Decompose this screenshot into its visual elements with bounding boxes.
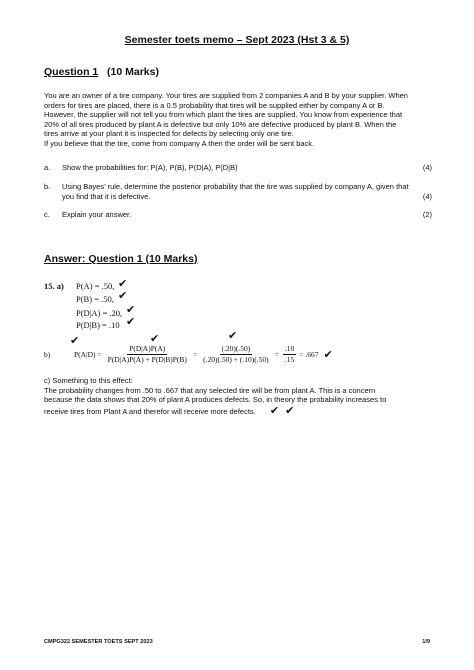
answer-number: 15. a) — [44, 281, 64, 291]
fraction-denominator: (.20)(.50) + (.10)(.50) — [203, 355, 269, 364]
bayes-lhs: P(A|D) = — [74, 350, 102, 359]
intro-line: 20% of all tires produced by plant A is defective but only 10% are defective produced by plant B. When the — [44, 119, 397, 129]
answer-c-line-last — [44, 405, 430, 417]
fraction-numerator: (.20)(.50) — [221, 344, 251, 353]
question-heading — [44, 66, 159, 78]
part-b — [0, 182, 474, 204]
bayes-result: = .667 — [299, 350, 319, 359]
answer-c-label: c) Something to this effect: — [44, 376, 133, 385]
part-b-label: b. — [44, 182, 51, 191]
footer-course-label: CMPG322 SEMESTER TOETS SEPT 2023 — [44, 639, 153, 645]
bayes-fraction-simplified — [283, 344, 296, 365]
answer-c-line: receive tires from Plant A and therefor will receive more defects. — [44, 406, 256, 416]
answer-c — [44, 376, 430, 416]
part-a-text: Show the probabilities for: P(A), P(B), P(D|A), P(D|B) — [62, 163, 238, 172]
check-icon: ✔ — [126, 303, 136, 316]
question-marks: (10 Marks) — [107, 66, 159, 78]
intro-line: tires arrive at your plant it is inspected for defects by selecting only one tire. — [44, 129, 294, 139]
page-title: Semester toets memo – Sept 2023 (Hst 3 & 5) — [124, 34, 350, 46]
check-icon: ✔ — [269, 403, 280, 417]
answer-a-line: P(B) = .50, — [76, 294, 114, 304]
answer-c-line: because the data shows that 20% of plant A produces defects. So, in theory the probability increases to — [44, 395, 387, 405]
part-a-marks: (4) — [422, 163, 432, 172]
part-a-label: a. — [44, 163, 51, 172]
answer-b-label: b) — [44, 350, 51, 359]
check-icon: ✔ — [323, 348, 333, 361]
part-b-marks: (4) — [422, 191, 432, 201]
fraction-denominator: P(D|A)P(A) + P(D|B)P(B) — [107, 355, 187, 364]
answer-c-line: The probability changes from .50 to .667 that any selected tire will be from plant A. This is a concern — [44, 385, 376, 395]
question-intro — [44, 91, 430, 149]
fraction-numerator: .10 — [284, 344, 295, 353]
part-c-text: Explain your answer. — [62, 210, 132, 219]
check-icon: ✔ — [118, 289, 128, 302]
part-b-text: Using Bayes’ rule, determine the posterior probability that the tire was supplied by company A, given that — [62, 182, 409, 191]
part-a — [0, 163, 474, 175]
bayes-equation — [44, 344, 333, 365]
bayes-fraction-formula — [106, 344, 189, 365]
check-icon: ✔ — [228, 329, 238, 342]
check-icon: ✔ — [285, 403, 295, 417]
answer-a-line: P(D|B) = .10 — [76, 320, 120, 330]
check-icon: ✔ — [150, 332, 160, 345]
equals-sign: = — [274, 350, 279, 359]
answer-a-line: P(D|A) = .20, — [76, 308, 123, 318]
fraction-numerator: P(D|A)P(A) — [129, 344, 166, 353]
question-label: Question 1 — [44, 66, 99, 78]
part-b-text-2: you find that it is defective. — [62, 191, 151, 201]
fraction-denominator: .15 — [284, 355, 295, 364]
check-icon: ✔ — [126, 315, 136, 328]
answer-heading: Answer: Question 1 (10 Marks) — [44, 253, 198, 265]
intro-line: You are an owner of a tire company. Your tires are supplied from 2 companies A and B by your supplier. When — [44, 91, 408, 100]
check-icon: ✔ — [118, 277, 128, 290]
part-c-marks: (2) — [422, 210, 432, 219]
part-c — [0, 210, 474, 222]
bayes-fraction-values — [201, 344, 270, 365]
footer-page-number: 1/9 — [422, 639, 430, 645]
intro-line: If you believe that the tire, come from company A then the order will be sent back. — [44, 138, 315, 148]
check-icon: ✔ — [70, 334, 80, 347]
intro-line: orders for tires are placed, there is a 0.5 probability that tires will be supplied either by company A or B. — [44, 100, 385, 110]
intro-line: However, the supplier will not tell you from which plant the tires are supplied. You know from experience that — [44, 110, 403, 120]
equals-sign: = — [192, 350, 198, 359]
answer-a-line: P(A) = .50, — [76, 281, 115, 291]
part-c-label: c. — [44, 210, 50, 219]
